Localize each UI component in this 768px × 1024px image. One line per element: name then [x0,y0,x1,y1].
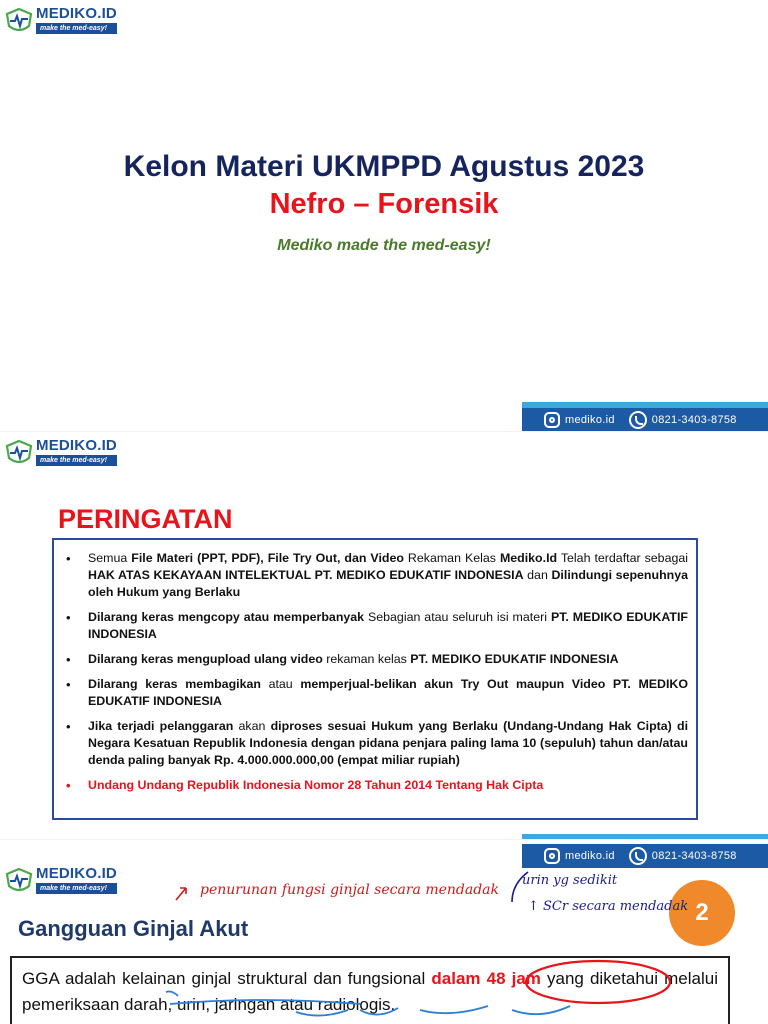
text-bold: Jika terjadi pelanggaran [88,719,234,733]
logo-tagline: make the med-easy! [36,23,117,34]
text: atau [260,677,301,691]
mediko-logo [4,6,117,36]
title-slide [0,0,768,432]
whatsapp-number: 0821-3403-8758 [651,850,737,862]
logo-name: MEDIKO.ID [36,5,117,22]
warning-item-violation [66,718,688,769]
warning-list [66,550,688,794]
note-low-urine: urin yg sedikit [522,873,618,888]
mediko-emblem-icon [4,438,34,468]
whatsapp-icon [629,411,647,429]
content-slide [0,840,768,1024]
page-number-badge: 2 [669,880,735,946]
text-bold: File Materi (PPT, PDF), File Try Out, dan Video [131,551,404,565]
logo-tagline: make the med-easy! [36,455,117,466]
warning-item-law: • Undang Undang Republik Indonesia Nomor 28 Tahun 2014 Tentang Hak Cipta [66,777,688,794]
text: Rekaman Kelas [403,551,500,565]
text: Semua [88,551,132,565]
slide-title: Gangguan Ginjal Akut [18,916,249,941]
text: akan [233,719,271,733]
mediko-emblem-icon [4,6,34,36]
text: Telah terdaftar sebagai [557,551,688,565]
text-bold: PT. MEDIKO EDUKATIF INDONESIA [88,610,688,641]
mediko-logo [4,438,117,468]
warning-item-upload [66,651,688,668]
warning-item-copy [66,609,688,643]
text-bold: Dilarang keras membagikan [88,677,261,691]
text-bold: Dilarang keras mengupload ulang video [88,652,323,666]
whatsapp-icon [629,847,647,865]
text: dan [523,568,552,582]
definition-text: GGA adalah kelainan ginjal struktural dan fungsional [22,969,432,988]
mediko-emblem-icon [4,866,34,896]
text-bold: HAK ATAS KEKAYAAN INTELEKTUAL PT. MEDIKO EDUKATIF INDONESIA [88,568,524,582]
text: Sebagian atau seluruh isi materi [364,610,551,624]
slide-title: Kelon Materi UKMPPD Agustus 2023 [123,150,645,183]
instagram-handle: mediko.id [565,850,615,862]
note-decline-function: penurunan fungsi ginjal secara mendadak [200,882,500,898]
contact-bar [522,408,768,432]
warning-heading: PERINGATAN [58,504,233,534]
definition-highlight: dalam 48 jam [431,969,541,988]
instagram-icon [544,848,560,864]
logo-tagline: make the med-easy! [36,883,117,894]
logo-name: MEDIKO.ID [36,437,117,454]
note-scr-rise: ↑ SCr secara mendadak [528,899,689,914]
slide-tagline: Mediko made the med-easy! [277,237,491,254]
mediko-logo [4,866,117,896]
slide-subtitle: Nefro – Forensik [269,188,499,220]
text: rekaman kelas [322,652,411,666]
text-bold: Mediko.Id [499,551,558,565]
text-bold: PT. MEDIKO EDUKATIF INDONESIA [410,652,619,666]
text-bold: Dilarang keras mengcopy atau memperbanyak [88,610,365,624]
text-bold: Dilindungi sepenuhnya oleh Hukum yang Berlaku [88,568,688,599]
whatsapp-number: 0821-3403-8758 [651,414,737,426]
definition-box [10,956,730,1024]
text-bold: diproses sesuai Hukum yang Berlaku (Undang-Undang Hak Cipta) di Negara Kesatuan Republik Indonesia dengan pidana penjara paling lama 10 (sepuluh) tahun dan/atau denda paling banyak Rp. 4.000.000.000,00 (empat miliar rupiah) [88,719,689,767]
instagram-handle: mediko.id [565,414,615,426]
instagram-icon [544,412,560,428]
definition-text: yang diketahui melalui pemeriksaan darah, urin, jaringan atau radiologis. [22,969,718,1014]
contact-bar [522,844,768,868]
warning-item-files [66,550,688,601]
text-bold: memperjual-belikan akun Try Out maupun Video PT. MEDIKO EDUKATIF INDONESIA [88,677,689,708]
logo-name: MEDIKO.ID [36,865,117,882]
warning-item-share [66,676,688,710]
warning-box [52,538,698,820]
warning-slide [0,432,768,840]
